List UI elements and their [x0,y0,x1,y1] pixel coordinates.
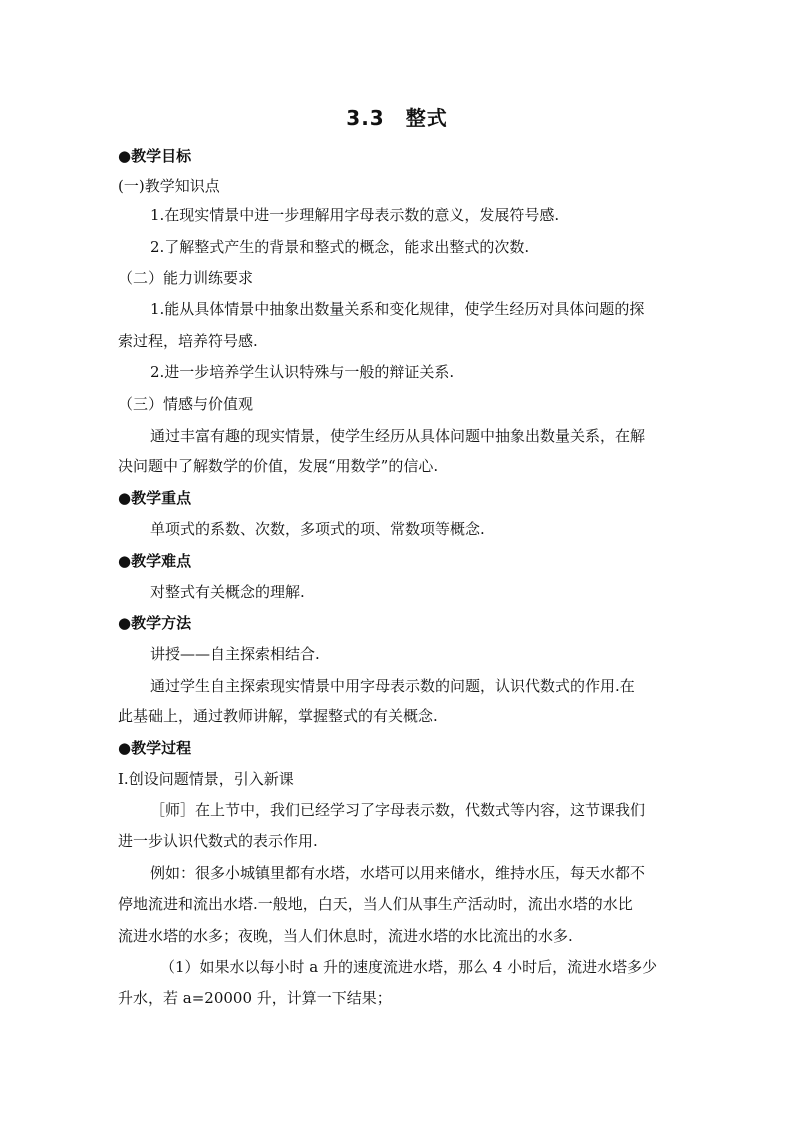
teacher-text-line-2: 进一步认识代数式的表示作用. [118,832,318,850]
methods-text-1: 讲授——自主探索相结合. [150,645,320,663]
ability-item-1-line-2: 索过程，培养符号感. [118,332,258,350]
heading-teaching-goals: ●教学目标 [118,147,192,165]
question-1-line-2: 升水，若 a=20000 升，计算一下结果； [118,989,392,1007]
emotion-text-line-2: 决问题中了解数学的价值，发展“用数学”的信心. [118,457,439,475]
knowledge-item-2: 2.了解整式产生的背景和整式的概念，能求出整式的次数. [150,238,530,256]
example-line-3: 流进水塔的水多；夜晚，当人们休息时，流进水塔的水比流出的水多. [118,927,573,945]
ability-item-2: 2.进一步培养学生认识特殊与一般的辩证关系. [150,363,455,381]
example-line-1: 例如：很多小城镇里都有水塔，水塔可以用来储水，维持水压，每天水都不 [150,864,646,882]
methods-text-2-line-2: 此基础上，通过教师讲解，掌握整式的有关概念. [118,707,438,725]
question-1-line-1: （1）如果水以每小时 a 升的速度流进水塔，那么 4 小时后，流进水塔多少 [160,958,658,976]
subheading-emotion: （三）情感与价值观 [118,395,254,413]
heading-methods: ●教学方法 [118,614,192,632]
teacher-text-line-1: ［师］在上节中，我们已经学习了字母表示数，代数式等内容，这节课我们 [150,801,646,819]
methods-text-2-line-1: 通过学生自主探索现实情景中用字母表示数的问题，认识代数式的作用.在 [150,677,635,695]
heading-difficulties: ●教学难点 [118,552,192,570]
subheading-ability: （二）能力训练要求 [118,269,254,287]
example-line-2: 停地流进和流出水塔.一般地，白天，当人们从事生产活动时，流出水塔的水比 [118,895,633,913]
ability-item-1-line-1: 1.能从具体情景中抽象出数量关系和变化规律，使学生经历对具体问题的探 [150,300,645,318]
key-points-text: 单项式的系数、次数，多项式的项、常数项等概念. [150,520,485,538]
heading-process: ●教学过程 [118,739,192,757]
heading-key-points: ●教学重点 [118,489,192,507]
page-title: 3.3 整式 [346,106,448,130]
emotion-text-line-1: 通过丰富有趣的现实情景，使学生经历从具体问题中抽象出数量关系，在解 [150,427,646,445]
step-1-heading: Ⅰ.创设问题情景，引入新课 [118,770,294,788]
knowledge-item-1: 1.在现实情景中进一步理解用字母表示数的意义，发展符号感. [150,206,560,224]
subheading-knowledge: (一)教学知识点 [118,177,220,195]
difficulties-text: 对整式有关概念的理解. [150,583,305,601]
